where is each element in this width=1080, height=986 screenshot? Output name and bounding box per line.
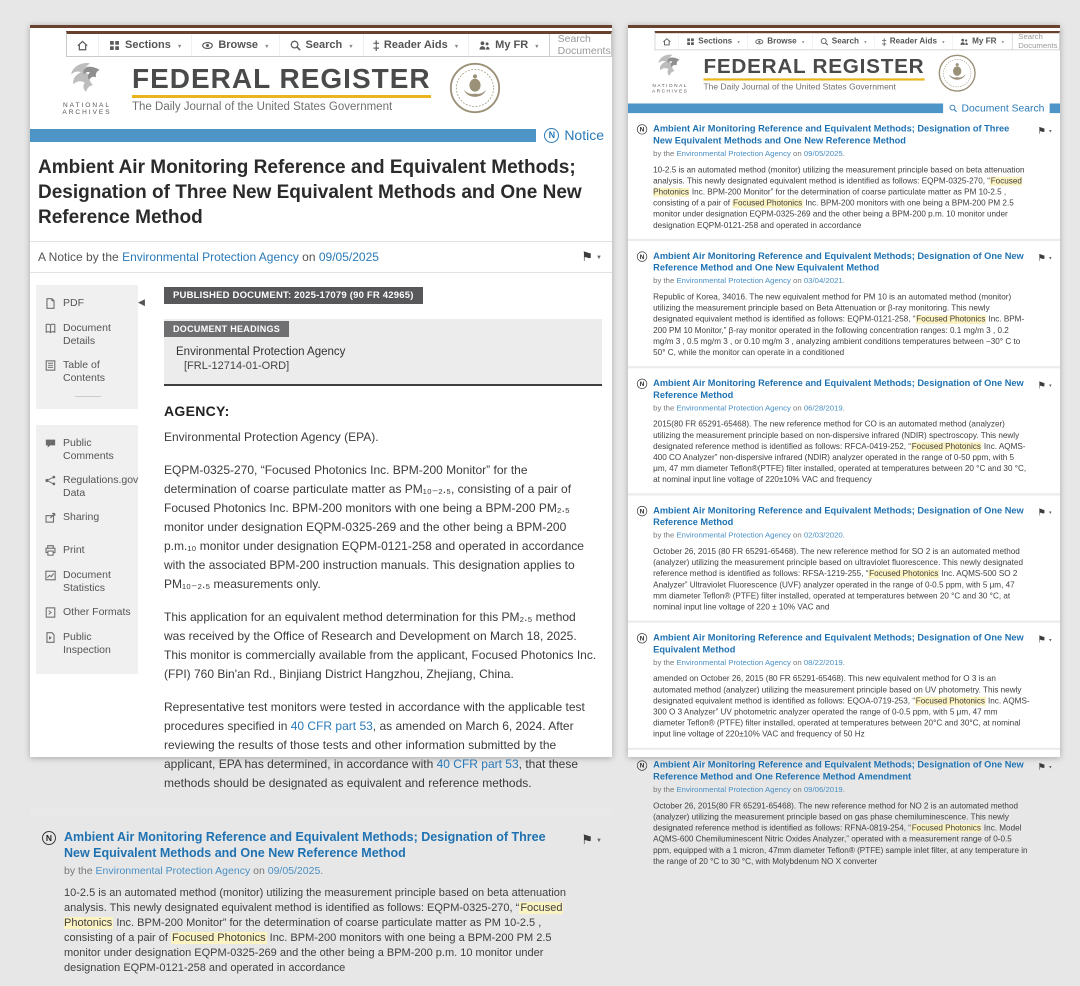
bookmark-flag-button[interactable] — [1037, 633, 1052, 646]
sidebar-item-table-of-contents[interactable] — [44, 359, 132, 384]
reader-aids-icon — [881, 36, 886, 47]
bookmark-flag-button[interactable] — [1037, 251, 1052, 264]
notice-type-text: Notice — [564, 127, 604, 143]
national-archives-logo[interactable] — [647, 53, 693, 94]
byline-prefix: A Notice by the — [38, 250, 119, 264]
nav-reader-aids-label: Reader Aids — [383, 39, 448, 51]
result-date-link[interactable]: 03/04/2021 — [803, 276, 843, 286]
flag-icon — [581, 831, 593, 848]
date-link[interactable]: 09/05/2025 — [318, 250, 379, 264]
home-button[interactable] — [67, 34, 98, 56]
result-date-link[interactable]: 06/28/2019 — [803, 403, 843, 413]
sidebar-label: Document Statistics — [63, 569, 111, 594]
search-result-item[interactable] — [628, 366, 1060, 493]
nav-search-label: Search — [831, 36, 859, 46]
chevron-down-icon — [1046, 251, 1053, 264]
magnifier-icon — [289, 39, 302, 52]
result-title-link[interactable]: Ambient Air Monitoring Reference and Equivalent Methods; Designation of Three New Equivalent Methods and One New Reference Method — [653, 123, 1010, 146]
document-title: Ambient Air Monitoring Reference and Equivalent Methods; Designation of Three New Equivalent Methods and One New Reference Method — [38, 157, 582, 228]
document-headings-label: DOCUMENT HEADINGS — [164, 321, 289, 337]
brand-tagline: The Daily Journal of the United States Government — [132, 100, 393, 113]
brand-title: FEDERAL REGISTER — [703, 55, 924, 80]
sidebar-label: Regulations.gov Data — [63, 474, 139, 499]
reader-aids-icon — [373, 38, 380, 53]
nav-search-label: Search — [305, 39, 343, 51]
result-title-link[interactable]: Ambient Air Monitoring Reference and Equivalent Methods; Designation of One New Reference Method and One Reference Method Amendment — [653, 759, 1024, 782]
notice-icon: N — [544, 128, 559, 143]
search-bar-fill — [628, 103, 943, 113]
result-title-link[interactable]: Ambient Air Monitoring Reference and Equivalent Methods; Designation of One New Reference Method and One New Equivalent Method — [653, 250, 1024, 273]
collapse-sidebar-icon[interactable] — [138, 292, 145, 310]
chart-icon — [44, 569, 57, 582]
document-byline — [38, 250, 379, 264]
nav-my-fr[interactable] — [952, 33, 1012, 49]
home-button[interactable] — [655, 33, 678, 49]
nav-search[interactable] — [279, 34, 363, 56]
result-snippet: amended on October 26, 2015 (80 FR 65291-65468). This new equivalent method for O 3 is an automated method (analyzer) utilizing the measurement principle based on UV photometry. This newly designated equivalent method is identified as follows: EQOA-0719-253, “Focused Photonics Inc. AQMS-300 O 3 Analyzer” UV photometric analyzer operated the range of 0-0.5 ppm, with 5 μm, 47 mm diameter Teflon® (PTFE) filter installed, operated at temperatures between 20°C and 30°C, at nominal input line voltage of 220±10% VAC and frequency of 50 Hz — [653, 674, 1030, 739]
result-body — [653, 377, 1030, 486]
flag-icon — [1037, 379, 1046, 392]
result-body — [653, 632, 1030, 741]
print-icon — [44, 544, 57, 557]
result-byline-prefix: by the — [653, 531, 675, 540]
result-agency-link[interactable]: Environmental Protection Agency — [676, 785, 791, 795]
national-archives-label: NATIONAL ARCHIVES — [651, 83, 689, 94]
search-result-item[interactable] — [628, 621, 1060, 748]
nav-sections[interactable] — [678, 33, 747, 49]
nav-browse[interactable] — [191, 34, 278, 56]
result-snippet: October 26, 2015(80 FR 65291-65468). The new reference method for NO 2 is an automated method (analyzer) utilizing the measurement principle based on gas phase chemiluminescence. This newly designated reference method is identified as follows: RFNA-0819-254, “Focused Photonics Inc. Model AQMS-600 Chemiluminescent Nitric Oxides Analyzer,” operated with a measurement range of 0-0.5 ppm, equipped with a 1 micron, 47mm diameter Teflon® (PTFE) sample inlet filter, at any temperature in the range of 20 °C to 30 °C, with Molybdenum NO X converter — [653, 801, 1028, 867]
search-documents-placeholder: Search Documents — [557, 33, 611, 57]
result-byline — [653, 658, 1030, 667]
national-archives-label: NATIONAL ARCHIVES — [62, 101, 112, 116]
document-paragraph: This application for an equivalent method determination for this PM₂.₅ method was received by the Office of Research and Development on March 18, 2025. This monitor is commercially available from the applicant, Focused Photonics Inc. (FPI) 760 Bin'an Rd., Binjiang District Hangzhou, Zhejiang, China. — [164, 610, 597, 681]
result-byline-prefix: by the — [64, 865, 93, 877]
bookmark-flag-button[interactable] — [1037, 379, 1052, 392]
result-snippet: 10-2.5 is an automated method (monitor) utilizing the measurement principle based on beta attenuation analysis. This newly designated equivalent method is identified as follows: EQPM-0325-270, “Focused Photonics Inc. BPM-200 Monitor” for the determination of coarse particulate matter as PM 10-2.5 , consisting of a pair of Focused Photonics Inc. BPM-200 monitors with one being a BPM-200 PM 2.5 monitor under designation EQPM-0325-269 and the other being a BPM-200 p.m. 10 monitor under designation EQPM-0121-258 and operated in accordance — [653, 165, 1025, 230]
document-sidebar — [36, 285, 138, 807]
result-agency-link[interactable]: Environmental Protection Agency — [676, 149, 791, 159]
bookmark-flag-button[interactable] — [581, 249, 602, 265]
sidebar-item-pdf[interactable] — [44, 297, 132, 310]
result-byline — [653, 277, 1030, 286]
pdf-icon — [44, 297, 57, 310]
flag-icon — [1037, 124, 1046, 137]
chevron-down-icon — [1046, 506, 1053, 519]
site-top-border — [30, 25, 612, 28]
result-date-link[interactable]: 08/22/2019 — [803, 658, 843, 668]
chevron-down-icon — [1046, 760, 1053, 773]
nav-browse-label: Browse — [218, 39, 259, 51]
result-byline-prefix: by the — [653, 658, 675, 668]
chevron-down-icon — [593, 831, 602, 848]
result-body — [653, 250, 1030, 359]
result-agency-link[interactable]: Environmental Protection Agency — [676, 403, 791, 413]
result-date-link[interactable]: 09/06/2019 — [803, 785, 843, 795]
flag-icon — [1037, 633, 1046, 646]
document-page-panel — [30, 25, 612, 974]
result-byline-prefix: by the — [653, 149, 675, 159]
grid-icon — [108, 39, 121, 52]
people-icon — [960, 37, 970, 47]
home-icon — [76, 39, 89, 52]
sidebar-item-regulations-gov-data[interactable] — [44, 474, 139, 499]
federal-register-seal-icon — [449, 62, 501, 114]
result-byline-prefix: by the — [653, 276, 675, 286]
formats-icon — [44, 606, 57, 619]
agency-link[interactable]: Environmental Protection Agency — [122, 250, 299, 264]
sidebar-label: Public Inspection — [63, 631, 111, 656]
search-result-item[interactable] — [628, 748, 1060, 875]
flag-icon — [1037, 506, 1046, 519]
sidebar-label: Public Comments — [63, 437, 114, 462]
type-bar-fill — [30, 129, 536, 142]
sidebar-label: Sharing — [63, 511, 100, 523]
document-type-bar — [30, 127, 612, 143]
notice-type-icon: N — [637, 379, 647, 389]
share-icon — [44, 511, 57, 524]
notice-type-icon: N — [637, 760, 647, 770]
nav-browse[interactable] — [747, 33, 812, 49]
inspection-icon — [44, 631, 57, 644]
sidebar-label: Document Details — [63, 322, 111, 347]
chevron-down-icon — [532, 39, 539, 51]
flag-icon — [1037, 760, 1046, 773]
bookmark-flag-button[interactable] — [1037, 506, 1052, 519]
search-documents-placeholder: Search Documents — [1018, 32, 1058, 51]
chevron-down-icon — [1046, 379, 1053, 392]
result-byline-suffix: . — [842, 785, 845, 795]
nav-sections-label: Sections — [698, 36, 733, 46]
sidebar-item-document-details[interactable] — [44, 322, 132, 347]
site-top-border — [628, 25, 1060, 28]
result-agency-link[interactable]: Environmental Protection Agency — [676, 531, 791, 540]
notice-type-icon: N — [637, 124, 647, 134]
flag-icon — [581, 250, 593, 264]
result-body — [653, 504, 1030, 613]
book-icon — [44, 322, 57, 335]
result-byline-connector: on — [793, 149, 804, 159]
search-results-panel — [628, 25, 1060, 867]
result-byline-suffix: . — [842, 531, 845, 540]
chevron-down-icon — [452, 39, 459, 51]
chevron-down-icon — [735, 37, 741, 46]
related-documents-list — [30, 817, 612, 986]
search-bar-end-cap — [1050, 103, 1060, 113]
result-byline — [653, 531, 1030, 540]
magnifier-icon — [819, 37, 829, 47]
chevron-down-icon — [1046, 124, 1053, 137]
chevron-down-icon — [999, 37, 1005, 46]
result-body — [653, 123, 1030, 232]
result-byline-suffix: . — [842, 403, 845, 413]
chevron-down-icon — [262, 39, 269, 51]
home-icon — [662, 37, 672, 47]
nav-reader-aids[interactable] — [874, 33, 952, 49]
document-headings-box — [164, 319, 602, 386]
result-byline-prefix: by the — [653, 403, 675, 413]
search-result-item[interactable] — [628, 493, 1060, 620]
sidebar-item-public-comments[interactable] — [44, 437, 132, 462]
sidebar-item-other-formats[interactable] — [44, 606, 132, 619]
nav-reader-aids-label: Reader Aids — [889, 36, 937, 46]
chevron-down-icon — [346, 39, 353, 51]
nav-my-fr[interactable] — [468, 34, 548, 56]
search-documents-input[interactable] — [549, 34, 619, 56]
brand-title: FEDERAL REGISTER — [132, 64, 431, 98]
sidebar-group-formats — [36, 285, 138, 409]
agency-value: Environmental Protection Agency (EPA). — [164, 430, 379, 444]
site-header — [30, 31, 612, 117]
result-body — [653, 759, 1030, 868]
result-byline-suffix: . — [842, 658, 845, 668]
sidebar-label: Table of Contents — [63, 359, 106, 384]
sidebar-label: Other Formats — [63, 606, 131, 618]
chevron-down-icon — [800, 37, 806, 46]
search-result-item[interactable] — [628, 114, 1060, 239]
result-title-link[interactable]: Ambient Air Monitoring Reference and Equivalent Methods; Designation of One New Reference Method — [653, 377, 1024, 401]
result-byline-suffix: . — [842, 276, 845, 286]
bookmark-flag-button[interactable] — [1037, 124, 1052, 137]
notice-type-icon: N — [637, 633, 647, 643]
nav-browse-label: Browse — [767, 36, 797, 46]
document-search-label[interactable] — [948, 102, 1044, 114]
sidebar-group-tools — [36, 425, 138, 674]
document-paragraph: EQPM-0325-270, “Focused Photonics Inc. BPM-200 Monitor” for the determination of coarse particulate matter as PM₁₀₋₂.₅, consisting of a pair of Focused Photonics Inc. BPM-200 monitors with one being a BPM-200 PM₂.₅ monitor under designation EQPM-0325-269 and the other being a BPM-200 p.m.₁₀ monitor under designation EQPM-0121-258 and operated in accordance with the associated BPM-200 instruction manuals. This designation applies to PM₁₀₋₂.₅ measurements only. — [164, 463, 584, 591]
search-result-item[interactable] — [30, 817, 612, 986]
top-navigation — [655, 31, 1060, 50]
top-navigation — [66, 31, 612, 57]
result-byline-connector: on — [793, 658, 804, 668]
result-snippet: 10-2.5 is an automated method (monitor) utilizing the measurement principle based on beta attenuation analysis. This newly designated equivalent method is identified as follows: EQPM-0325-270, “Focused Photonics Inc. BPM-200 Monitor” for the determination of coarse particulate matter as PM 10-2.5 , consisting of a pair of Focused Photonics Inc. BPM-200 monitors with one being a BPM-200 PM 2.5 monitor under designation EQPM-0325-269 and the other being a BPM-200 p.m. 10 monitor under designation EQPM-0121-258 and operated in accordance — [64, 887, 567, 974]
agency-heading: AGENCY: — [164, 403, 230, 419]
document-content-area — [30, 273, 612, 807]
people-icon — [478, 39, 491, 52]
nav-reader-aids[interactable] — [363, 34, 468, 56]
eagle-logo-icon — [652, 53, 689, 80]
headings-agency: Environmental Protection Agency — [176, 346, 346, 358]
federal-register-brand[interactable] — [132, 64, 431, 113]
chevron-down-icon — [593, 250, 602, 264]
notice-type-badge[interactable] — [544, 127, 604, 143]
eye-icon — [201, 39, 214, 52]
search-documents-input[interactable] — [1012, 33, 1064, 49]
result-byline-suffix: . — [842, 149, 845, 159]
result-title-link[interactable]: Ambient Air Monitoring Reference and Equivalent Methods; Designation of One New Equivalent Method — [653, 632, 1024, 655]
result-byline — [653, 404, 1030, 413]
federal-register-seal-icon — [938, 54, 976, 92]
result-snippet: 2015(80 FR 65291-65468). The new reference method for CO is an automated method (analyzer) utilizing the measurement principle based on non-dispersive infrared (NDIR) spectroscopy. This newly designated reference method is identified as follows: RFCA-0419-252, “Focused Photonics Inc. AQMS-400 CO Analyzer” non-dispersive infrared (NDIR) analyzer operated in the range of 0-50 ppm, with 5 μm, 47 mm diameter Teflon®(PTFE) filter installed, operated at temperatures between 20 °C and 30 °C, at nominal input line voltage of 220±10% VAC and frequency — [653, 420, 1027, 485]
document-search-bar — [628, 102, 1060, 114]
sidebar-divider — [75, 396, 101, 397]
chevron-down-icon — [1046, 633, 1053, 646]
nav-sections-label: Sections — [125, 39, 171, 51]
result-date-link[interactable]: 09/05/2025 — [803, 149, 843, 159]
result-byline — [653, 785, 1030, 794]
result-agency-link[interactable]: Environmental Protection Agency — [676, 658, 791, 668]
national-archives-logo[interactable] — [56, 61, 118, 116]
grid-icon — [686, 37, 696, 47]
result-body — [64, 829, 571, 976]
result-byline-connector: on — [793, 276, 804, 286]
comment-icon — [44, 437, 57, 450]
search-result-item[interactable] — [628, 239, 1060, 366]
result-title-link[interactable]: Ambient Air Monitoring Reference and Equivalent Methods; Designation of Three New Equivalent Methods and One New Reference Method — [64, 830, 546, 860]
site-header — [628, 31, 1060, 95]
toc-icon — [44, 359, 57, 372]
nav-search[interactable] — [812, 33, 874, 49]
chevron-down-icon — [175, 39, 182, 51]
search-results-list — [628, 114, 1060, 875]
result-byline-connector: on — [253, 865, 268, 877]
result-byline-connector: on — [793, 785, 804, 795]
masthead — [628, 50, 1060, 94]
sidebar-item-document-statistics[interactable] — [44, 569, 132, 594]
chevron-down-icon — [940, 37, 946, 46]
nav-my-fr-label: My FR — [972, 36, 997, 46]
sidebar-item-sharing[interactable] — [44, 511, 132, 524]
result-byline — [653, 149, 1030, 158]
result-title-link[interactable]: Ambient Air Monitoring Reference and Equivalent Methods; Designation of One New Reference Method — [653, 505, 1024, 528]
notice-type-icon: N — [637, 251, 647, 261]
bookmark-flag-button[interactable] — [581, 831, 602, 849]
data-nodes-icon — [44, 474, 57, 487]
masthead — [30, 57, 612, 117]
magnifier-icon — [948, 103, 958, 113]
result-date-link[interactable]: 09/05/2025 — [267, 865, 321, 877]
result-byline-suffix: . — [320, 865, 324, 877]
sidebar-item-public-inspection[interactable] — [44, 631, 132, 656]
bookmark-flag-button[interactable] — [1037, 760, 1052, 773]
document-search-text: Document Search — [961, 102, 1045, 114]
document-byline-row — [30, 241, 612, 273]
byline-connector: on — [302, 250, 316, 264]
sidebar-label: PDF — [63, 297, 84, 309]
published-document-bar: PUBLISHED DOCUMENT: 2025-17079 (90 FR 42965) — [164, 287, 423, 304]
sidebar-item-print[interactable] — [44, 544, 132, 557]
eye-icon — [755, 37, 765, 47]
result-agency-link[interactable]: Environmental Protection Agency — [676, 276, 791, 286]
brand-tagline: The Daily Journal of the United States Government — [703, 82, 896, 92]
section-divider — [30, 809, 612, 817]
nav-my-fr-label: My FR — [495, 39, 529, 51]
federal-register-brand[interactable] — [703, 55, 924, 91]
result-byline-connector: on — [793, 531, 804, 540]
nav-sections[interactable] — [98, 34, 191, 56]
notice-type-icon: N — [637, 506, 647, 516]
result-date-link[interactable]: 02/03/2020 — [803, 531, 843, 540]
result-snippet: October 26, 2015 (80 FR 65291-65468). The new reference method for SO 2 is an automated method (analyzer) utilizing the measurement principle based on ultraviolet fluorescence. This newly designated reference method is identified as follows: RFSA-1219-255, “Focused Photonics Inc. AQMS-500 SO 2 Analyzer” Ultraviolet Fluorescence (UVF) analyzer operated in the range of 0-0.5 ppm, with 5 μm, 47 mm diameter Teflon® (PTFE) filter installed, operated at temperatures between 20 °C and 30 °C, at nominal input line voltage of 220 ± 10% VAC and — [653, 547, 1023, 612]
eagle-logo-icon — [62, 61, 112, 97]
result-byline-prefix: by the — [653, 785, 675, 795]
result-byline-connector: on — [793, 403, 804, 413]
result-snippet: Republic of Korea, 34016. The new equivalent method for PM 10 is an automated method (monitor) utilizing the measurement principle based on Beta Attenuation or β-ray monitoring. This newly designated equivalent method is identified as follows: EQPM-0121-258, “Focused Photonics Inc. BPM-200 PM 10 Monitor,” β-ray monitor operated in the following concentration ranges: 0.1 mg/m 3 , 0.2 mg/m 3 , 0.5 mg/m 3 , or 0.10 mg/m 3 , analyzing ambient conditions temperatures between −30° C to 50° C, while the monitor can operate in a conditioned — [653, 292, 1025, 358]
result-agency-link[interactable]: Environmental Protection Agency — [95, 865, 251, 877]
chevron-down-icon — [862, 37, 868, 46]
sidebar-label: Print — [63, 544, 85, 556]
headings-frl-number: [FRL-12714-01-ORD] — [184, 360, 290, 372]
document-paragraph: Representative test monitors were tested in accordance with the applicable test procedures specified in 40 CFR part 53, as amended on March 6, 2024. After reviewing the results of those tests and other information submitted by the applicant, EPA has determined, in accordance with 40 CFR part 53, that these methods should be designated as equivalent and reference methods. — [164, 700, 585, 790]
notice-type-icon: N — [42, 831, 56, 845]
document-main-column — [138, 285, 602, 807]
result-byline — [64, 865, 571, 877]
flag-icon — [1037, 251, 1046, 264]
